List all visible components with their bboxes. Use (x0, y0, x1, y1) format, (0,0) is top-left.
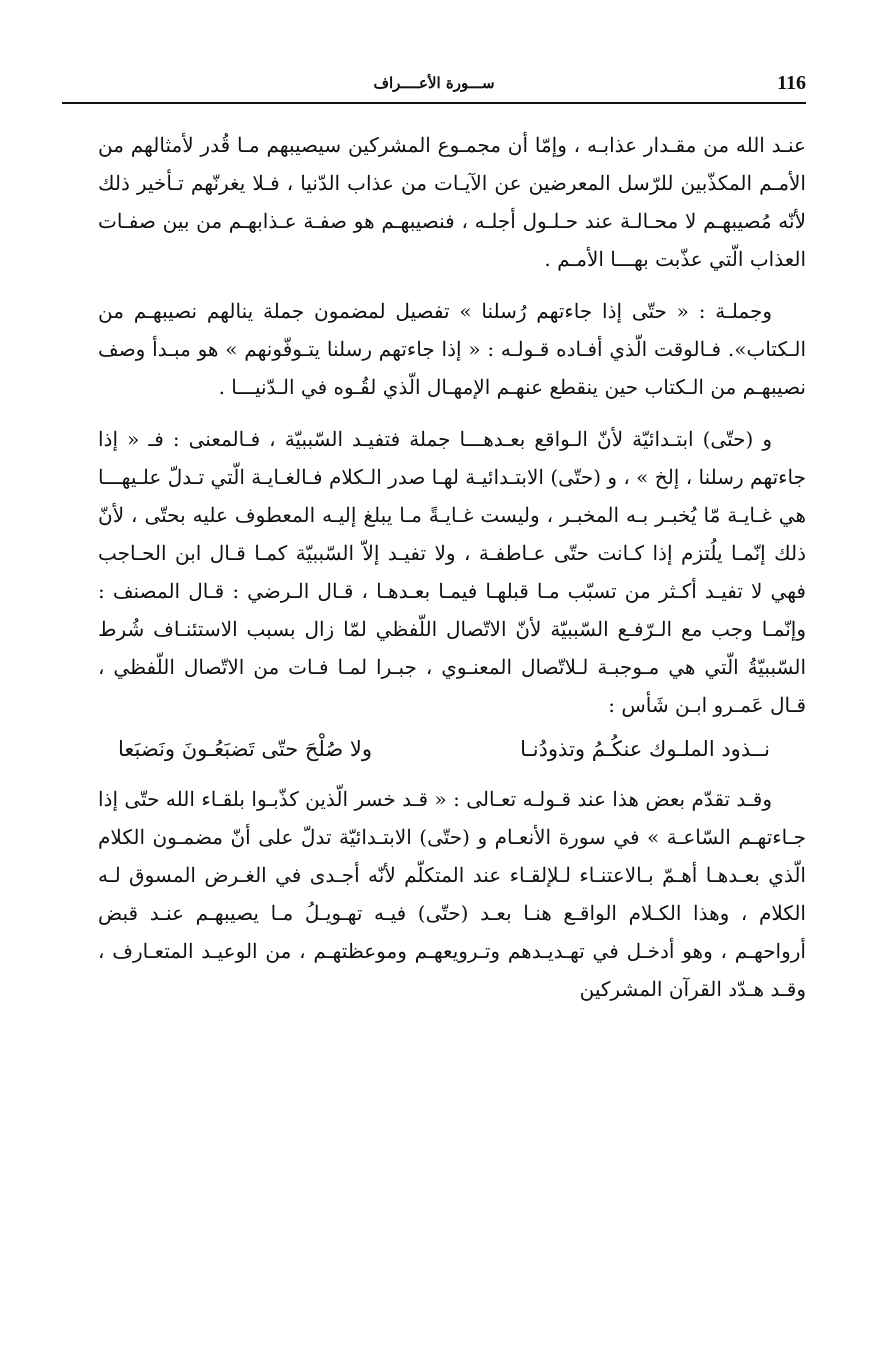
page-header (62, 66, 806, 104)
verse-second-hemistich: ولا صُلْحَ حتّى تَضبَعُـونَ ونَضبَعا (118, 737, 372, 761)
body-text (98, 126, 806, 1008)
paragraph-2: وجملـة : « حتّى إذا جاءتهم رُسلنا » تفصيل لمضمون جملة ينالهم نصيبهـم من الـكتاب». فـالوقت الّذي أفـاده قـولـه : « إذا جاءتهم رسلنا يتـوفّونهم » هو مبـدأ وصف نصيبهـم من الـكتاب حين ينقطع عنهـم الإمهـال الّذي لقُـوه في الـدّنيـــا . (98, 299, 806, 399)
paragraph-3: و (حتّى) ابتـدائيّة لأنّ الـواقع بعـدهـــا جملة فتفيـد السّببيّة ، فـالمعنى : فـ « إذا جاءتهم رسلنا ، إلخ » ، و (حتّى) الابتـدائيـة لهـا صدر الـكلام فـالغـايـة الّتي تـدلّ علـيهـــا هي غـايـة مّا يُخبـر بـه المخبـر ، وليست غـايـةً مـا يبلغ إليـه المعطوف عليه بحتّى ، لأنّ ذلك إنّمـا يلُتزم إذا كـانت حتّى عـاطفـة ، ولا تفيـد إلاّ السّببيّة كمـا قـال ابن الحـاجب فهي لا تفيـد أكـثر من تسبّب مـا قبلهـا فيمـا بعـدهـا ، قـال الـرضي : قـال المصنف : وإنّمـا وجب مع الـرّفـع السّببيّة لأنّ الاتّصال اللّفظي لمّا زال بسبب الاستئنـاف شُرط السّببيّةُ الّتي هي مـوجبـة لـلاتّصال المعنـوي ، جبـرا لمـا فـات من الاتّصال اللّفظي ، قـال عَمـرو ابـن شَأس : (98, 427, 806, 717)
poetry-verse (98, 730, 806, 768)
verse-first-hemistich: نــذود الملـوك عنكُـمُ وتذودُنـا (520, 737, 770, 761)
paragraph-1: عنـد الله من مقـدار عذابـه ، وإمّا أن مجمـوع المشركين سيصيبهم مـا قُدر لأمثالهم من الأمـم المكذّبين للرّسل المعرضين عن الآيـات من عذاب الدّنيا ، فـلا يغرنّهم تـأخير ذلك لأنّه مُصيبهـم لا محـالـة عند حـلـول أجلـه ، فنصيبهـم هو صفـة عـذابهـم من بين صفـات العذاب الّتي عذّبت بهـــا الأمـم . (98, 133, 806, 271)
page-number: 116 (777, 72, 806, 94)
paragraph-4: وقـد تقدّم بعض هذا عند قـولـه تعـالى : « قـد خسر الّذين كذّبـوا بلقـاء الله حتّى إذا جـاءتهـم السّاعـة » في سورة الأنعـام و (حتّى) الابتـدائيّة تدلّ على أنّ مضمـون الكلام الّذي بعـدهـا أهـمّ بـالاعتنـاء لـلإلقـاء عند المتكلّم لأنّه أجـدى في الغـرض المسوق لـه الكلام ، وهذا الكـلام الواقـع هنـا بعـد (حتّى) فيـه تهـويـلُ مـا يصيبهـم عنـد قبض أرواحهـم ، وهو أدخـل في تهـديـدهم وتـرويعهـم وموعظتهـم ، من الوعيـد المتعـارف ، وقـد هـدّد القرآن المشركين (98, 787, 806, 1001)
running-title: ســـورة الأعــــراف (373, 74, 495, 92)
